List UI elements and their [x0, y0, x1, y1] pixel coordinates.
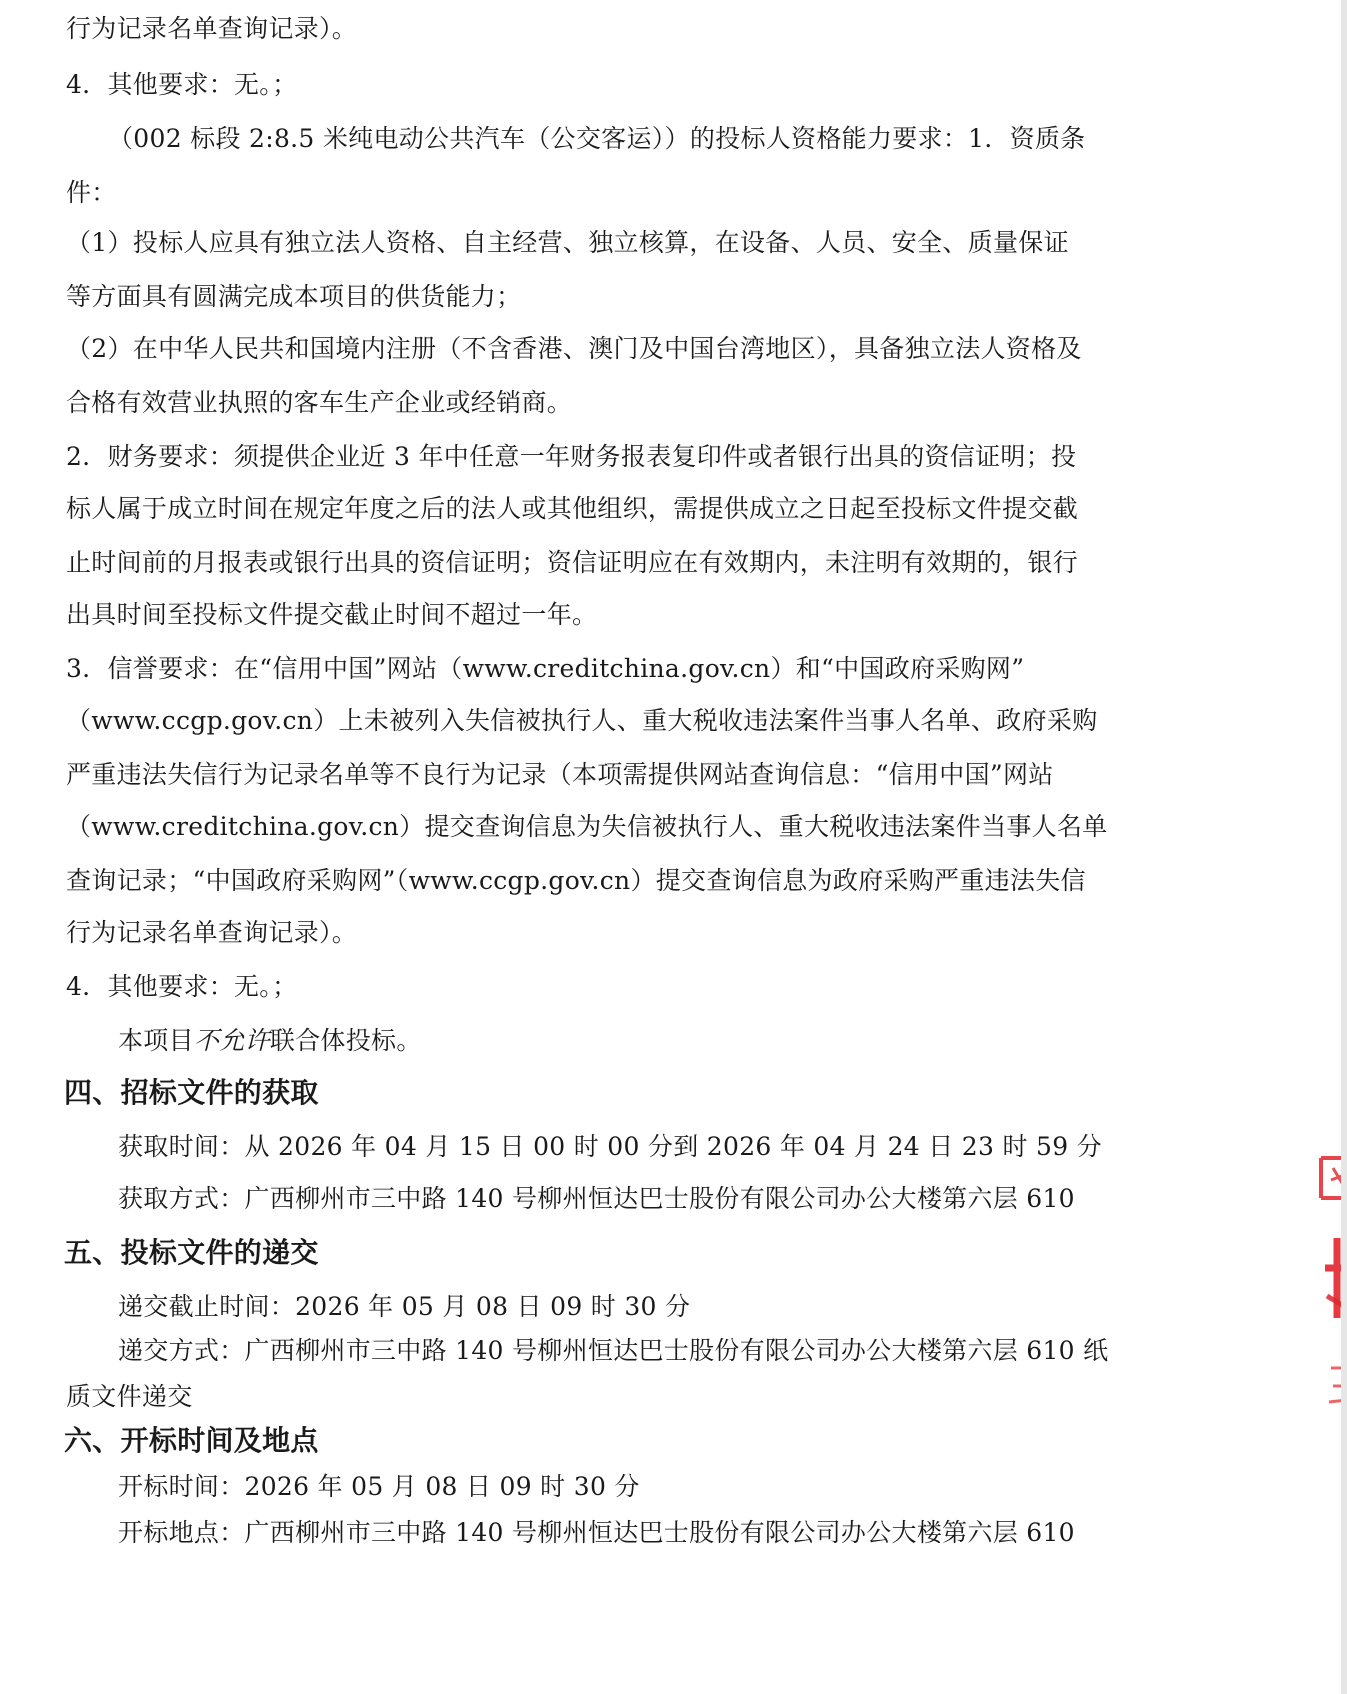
consortium-suffix: 联合体投标。: [269, 1026, 422, 1055]
text-line: 查询记录；“中国政府采购网”（www.ccgp.gov.cn）提交查询信息为政府采购严重违法失信: [66, 866, 1086, 895]
consortium-emphasis: 不允许: [193, 1026, 270, 1055]
text-line: 件：: [66, 178, 117, 207]
text-line: 等方面具有圆满完成本项目的供货能力；: [66, 282, 522, 311]
text-line: 出具时间至投标文件提交截止时间不超过一年。: [66, 600, 598, 629]
section-heading-5: 五、投标文件的递交: [64, 1236, 319, 1269]
text-line: （www.creditchina.gov.cn）提交查询信息为失信被执行人、重大税收违法案件当事人名单: [66, 812, 1108, 841]
acquisition-method: 获取方式：广西柳州市三中路 140 号柳州恒达巴士股份有限公司办公大楼第六层 610: [118, 1184, 1075, 1213]
opening-time: 开标时间：2026 年 05 月 08 日 09 时 30 分: [118, 1472, 640, 1501]
text-line: 行为记录名单查询记录）。: [66, 918, 358, 947]
text-line: （www.ccgp.gov.cn）上未被列入失信被执行人、重大税收违法案件当事人名单、政府采购: [66, 706, 1098, 735]
submission-deadline: 递交截止时间：2026 年 05 月 08 日 09 时 30 分: [118, 1292, 691, 1321]
section-heading-4: 四、招标文件的获取: [64, 1076, 319, 1109]
opening-place: 开标地点：广西柳州市三中路 140 号柳州恒达巴士股份有限公司办公大楼第六层 610: [118, 1518, 1075, 1547]
text-line: （2）在中华人民共和国境内注册（不含香港、澳门及中国台湾地区），具备独立法人资格及: [66, 334, 1082, 363]
text-line: （002 标段 2:8.5 米纯电动公共汽车（公交客运））的投标人资格能力要求：1．资质条: [108, 124, 1086, 153]
text-line: 止时间前的月报表或银行出具的资信证明；资信证明应在有效期内，未注明有效期的，银行: [66, 548, 1079, 577]
text-line: （1）投标人应具有独立法人资格、自主经营、独立核算，在设备、人员、安全、质量保证: [66, 228, 1069, 257]
text-line: 2．财务要求：须提供企业近 3 年中任意一年财务报表复印件或者银行出具的资信证明；投: [66, 442, 1077, 471]
consortium-line: [118, 1026, 422, 1056]
acquisition-time: 获取时间：从 2026 年 04 月 15 日 00 时 00 分到 2026 年 04 月 24 日 23 时 59 分: [118, 1132, 1102, 1161]
consortium-prefix: 本项目: [118, 1026, 194, 1055]
text-line: 4．其他要求：无。；: [66, 972, 298, 1001]
section-heading-6: 六、开标时间及地点: [64, 1424, 319, 1457]
text-line: 合格有效营业执照的客车生产企业或经销商。: [66, 388, 573, 417]
text-line: 3．信誉要求：在“信用中国”网站（www.creditchina.gov.cn）和“中国政府采购网”: [66, 654, 1025, 683]
submission-method-cont: 质文件递交: [66, 1382, 193, 1411]
text-line: 标人属于成立时间在规定年度之后的法人或其他组织，需提供成立之日起至投标文件提交截: [66, 494, 1079, 523]
text-line: 严重违法失信行为记录名单等不良行为记录（本项需提供网站查询信息：“信用中国”网站: [66, 760, 1054, 789]
text-line: 行为记录名单查询记录）。: [66, 14, 358, 43]
text-line: 4．其他要求：无。；: [66, 70, 298, 99]
scan-edge: [1341, 0, 1347, 1694]
submission-method: 递交方式：广西柳州市三中路 140 号柳州恒达巴士股份有限公司办公大楼第六层 610 纸: [118, 1336, 1109, 1365]
